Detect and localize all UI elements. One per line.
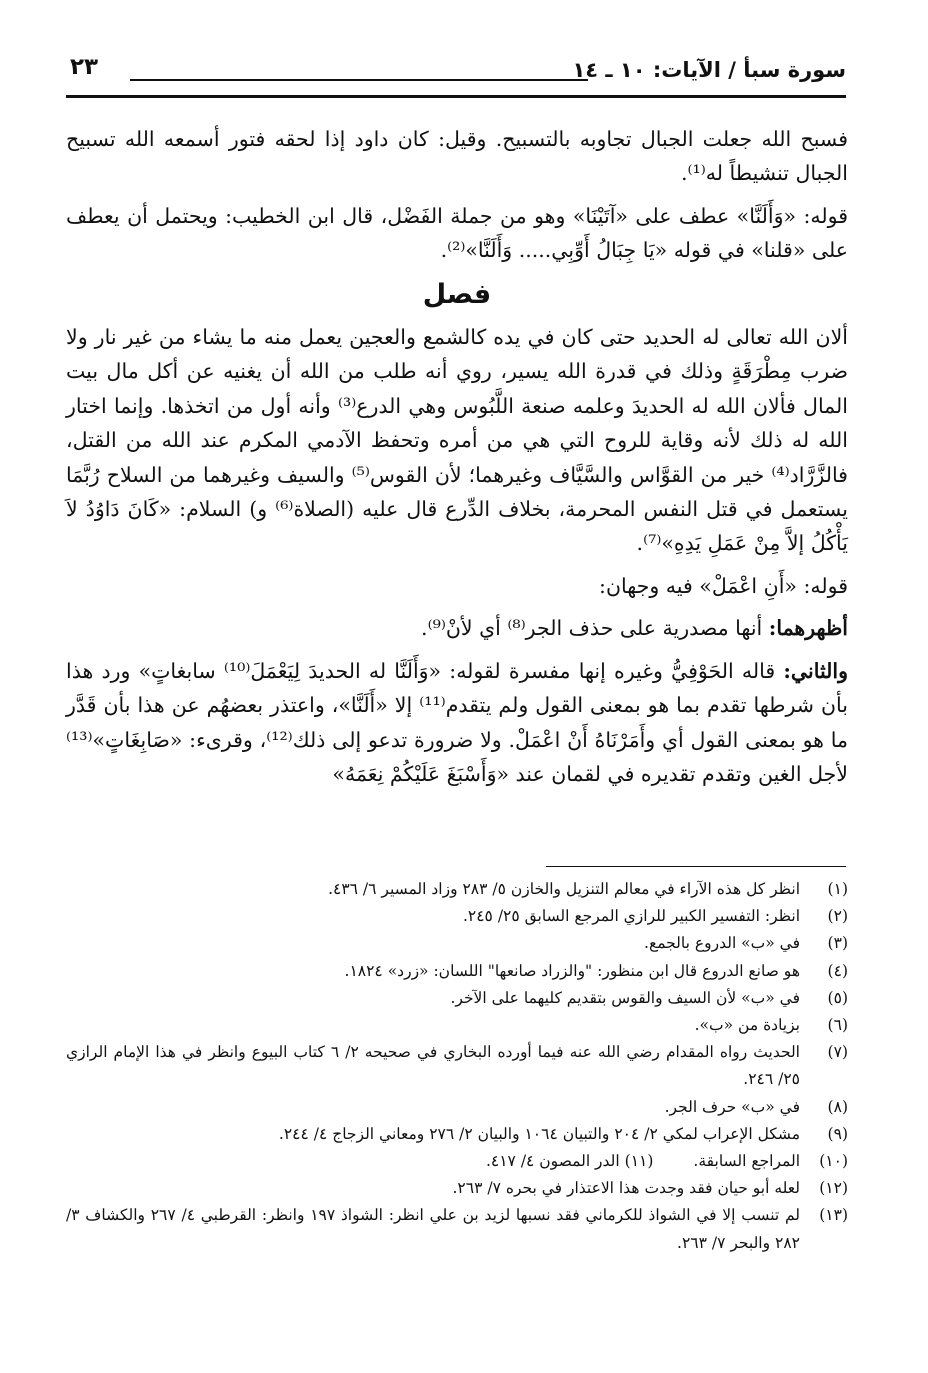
footnote-13 [66, 1202, 848, 1256]
footnote-text: لعله أبو حيان فقد وجدت هذا الاعتذار في بحره ٧/ ٢٦٣. [452, 1179, 800, 1198]
footnote-number: (٣) [827, 934, 848, 953]
footnote-9 [66, 1121, 848, 1148]
footnote-number: (١) [827, 880, 848, 898]
footnote-text: الدر المصون ٤/ ٤١٧. [485, 1152, 620, 1171]
footnote-4 [66, 958, 848, 985]
paragraph-6-lead: والثاني: [783, 658, 848, 683]
footnote-3 [66, 930, 848, 957]
footnote-text: الحديث رواه المقدام رضي الله عنه فيما أورده البخاري في صحيحه ٢/ ٦ كتاب البيوع وانظر في هذا الإمام الرازي ٢٥/ ٢٤٦. [66, 1043, 800, 1089]
header-rule [130, 79, 588, 81]
footnote-number: (٦) [827, 1016, 848, 1035]
footnote-number: (٩) [827, 1124, 848, 1143]
paragraph-1: فسبح الله جعلت الجبال تجاوبه بالتسبيح. وقيل: كان داود إذا لحقه فتور أسمعه الله تسبيح الجبال تنشيطاً له⁽¹⁾. [66, 127, 848, 186]
footnote-text: بزيادة من «ب». [694, 1016, 800, 1035]
footnote-11 [486, 1148, 653, 1175]
footnote-text: المراجع السابقة. [693, 1152, 800, 1171]
footnote-separator [546, 866, 846, 867]
paragraph-3: ألان الله تعالى له الحديد حتى كان في يده كالشمع والعجين يعمل منه ما يشاء من غير نار ولا ضرب مِطْرَقَةٍ وذلك في قدرة الله يسير، روي أنه طلب من الله أن يغنيه عن أكل مال بيت المال فألان الله له الحديدَ وعلمه صنعة اللَّبُوس وهي الدرع⁽³⁾ وأنه أول من اتخذها. وإنما اختار الله له ذلك لأنه وقاية للروح التي هي من أمره وتحفظ الآدمي المكرم عند الله من القتل، فالزَّرَّاد⁽⁴⁾ خير من القوَّاس والسَّيَّاف وغيرهما؛ لأن القوس⁽⁵⁾ والسيف وغيرهما من السلاح رُبَّمَا يستعمل في قتل النفس المحرمة، بخلاف الدِّرع قال عليه (الصلاة⁽⁶⁾ و) السلام: «كَانَ دَاوُدُ لاَ يَأْكُلُ إلاَّ مِنْ عَمَلِ يَدِهِ»⁽⁷⁾. [66, 325, 848, 556]
paragraph-2: قوله: «وَأَلَنَّا» عطف على «آتَيْنَا» وهو من جملة الفَضْل، قال ابن الخطيب: ويحتمل أن يعطف على «قلنا» في قوله «يَا جِبَالُ أَوِّبِي..... وَأَلَنَّا»⁽²⁾. [66, 203, 848, 263]
footnote-text: في «ب» لأن السيف والقوس بتقديم كليهما على الآخر. [450, 988, 800, 1007]
footnote-text: انظر: التفسير الكبير للرازي المرجع السابق ٢٥/ ٢٤٥. [462, 907, 800, 926]
footnote-8 [66, 1094, 848, 1121]
main-text [66, 122, 848, 791]
footnote-text: في «ب» الدروع بالجمع. [644, 934, 800, 953]
footnote-number: (٧) [827, 1043, 848, 1062]
footnote-5 [66, 985, 848, 1012]
footnote-number: (١١) [624, 1152, 654, 1171]
footnote-number: (٢) [827, 907, 848, 926]
footnote-number: (١٣) [819, 1206, 848, 1225]
running-header [66, 52, 846, 98]
footnote-12 [66, 1175, 848, 1202]
paragraph-5-text: أنها مصدرية على حذف الجر⁽⁸⁾ أي لأنْ⁽⁹⁾. [421, 616, 769, 641]
footnote-text: هو صانع الدروع قال ابن منظور: "والزراد صانعها" اللسان: «زرد» ١٨٢٤. [344, 961, 800, 980]
footnote-7 [66, 1039, 848, 1093]
footnote-10 [66, 1148, 848, 1175]
paragraph-6-text: قاله الحَوْفِيُّ وغيره إنها مفسرة لقوله: «وَأَلَنَّا له الحديدَ لِيَعْمَلَ⁽¹⁰⁾ سابغاتٍ» ورد هذا بأن شرطها تقدم بما هو بمعنى القول ولم يتقدم⁽¹¹⁾ إلا «أَلَنَّا»، واعتذر بعضهُم عن هذا بأن قَدَّر ما هو بمعنى القول أي وأَمَرْنَاهُ أَنْ اعْمَلْ. ولا ضرورة تدعو إلى ذلك⁽¹²⁾، وقرىء: «صَابِغَاتٍ»⁽¹³⁾ لأجل الغين وتقدم تقديره في لقمان عند «وَأَسْبَغَ عَلَيْكُمْ نِعَمَهُ» [66, 658, 848, 786]
footnote-6 [66, 1012, 848, 1039]
footnote-number: (٥) [827, 988, 848, 1007]
header-title: سورة سبأ / الآيات: ١٠ ـ ١٤ [572, 58, 846, 82]
page-number: ٢٣ [70, 54, 99, 80]
paragraph-4: قوله: «أَنِ اعْمَلْ» فيه وجهان: [599, 573, 848, 598]
footnote-number: (٤) [827, 961, 848, 980]
section-heading: فصل [422, 278, 492, 310]
paragraph-6 [66, 654, 848, 792]
footnote-number: (١٠) [819, 1152, 848, 1171]
footnote-number: (٨) [827, 1097, 848, 1116]
footnote-1 [66, 876, 848, 903]
paragraph-5 [66, 611, 848, 645]
footnote-text: مشكل الإعراب لمكي ٢/ ٢٠٤ والتبيان ١٠٦٤ والبيان ٢/ ٢٧٦ ومعاني الزجاج ٤/ ٢٤٤. [278, 1124, 800, 1143]
footnote-2 [66, 903, 848, 930]
footnote-number: (١٢) [819, 1179, 848, 1198]
header-divider [66, 95, 846, 98]
footnote-text: لم تنسب إلا في الشواذ للكرماني فقد نسبها لزيد بن علي انظر: الشواذ ١٩٧ وانظر: القرطبي ٤/ ٢٦٧ والكشاف ٣/ ٢٨٢ والبحر ٧/ ٢٦٣. [66, 1206, 801, 1252]
footnotes [66, 876, 848, 1257]
footnote-text: انظر كل هذه الآراء في معالم التنزيل والخازن ٥/ ٢٨٣ وزاد المسير ٦/ ٤٣٦. [328, 880, 800, 898]
footnote-text: في «ب» حرف الجر. [664, 1097, 800, 1116]
paragraph-5-lead: أظهرهما: [768, 616, 848, 641]
